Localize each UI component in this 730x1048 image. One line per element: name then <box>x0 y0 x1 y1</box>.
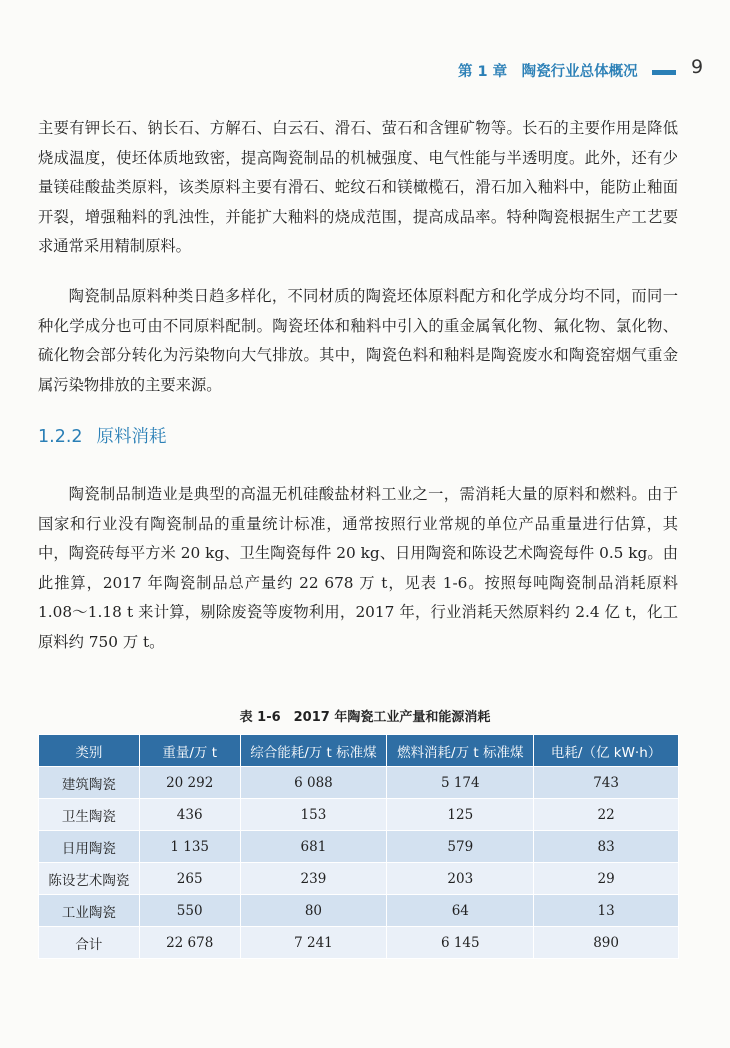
cell-electricity: 13 <box>534 895 679 927</box>
paragraph-1 <box>38 114 678 262</box>
cell-weight: 550 <box>139 895 240 927</box>
cell-total-energy: 239 <box>240 863 387 895</box>
table-caption: 表 1-6 2017 年陶瓷工业产量和能源消耗 <box>239 710 491 725</box>
table-header-row <box>39 735 679 767</box>
cell-category: 建筑陶瓷 <box>39 767 140 799</box>
page-number: 9 <box>691 56 704 78</box>
cell-weight: 265 <box>139 863 240 895</box>
header-fuel: 燃料消耗/万 t 标准煤 <box>387 735 534 767</box>
header-weight: 重量/万 t <box>139 735 240 767</box>
cell-category: 工业陶瓷 <box>39 895 140 927</box>
running-header <box>0 56 730 86</box>
section-title: 原料消耗 <box>96 427 167 447</box>
energy-table <box>38 734 679 959</box>
table-row <box>39 863 679 895</box>
cell-fuel: 125 <box>387 799 534 831</box>
header-electricity: 电耗/（亿 kW·h） <box>534 735 679 767</box>
cell-category: 日用陶瓷 <box>39 831 140 863</box>
cell-total-energy: 7 241 <box>240 927 387 959</box>
header-decoration-bar <box>652 70 676 75</box>
cell-electricity: 29 <box>534 863 679 895</box>
table-row <box>39 767 679 799</box>
cell-fuel: 64 <box>387 895 534 927</box>
cell-electricity: 743 <box>534 767 679 799</box>
cell-electricity: 890 <box>534 927 679 959</box>
cell-weight: 20 292 <box>139 767 240 799</box>
cell-total-energy: 681 <box>240 831 387 863</box>
chapter-title: 第 1 章 陶瓷行业总体概况 <box>458 64 638 80</box>
paragraph-3-text: 陶瓷制品制造业是典型的高温无机硅酸盐材料工业之一，需消耗大量的原料和燃料。由于国家和行业没有陶瓷制品的重量统计标准，通常按照行业常规的单位产品重量进行估算，其中，陶瓷砖每平方米 20 kg、卫生陶瓷每件 20 kg、日用陶瓷和陈设艺术陶瓷每件 0.5 kg。由此推算，2017 年陶瓷制品总产量约 22 678 万 t，见表 1-6。按照每吨陶瓷制品消耗原料 1.08～1.18 t 来计算，剔除废瓷等废物利用，2017 年，行业消耗天然原料约 2.4 亿 t，化工原料约 750 万 t。 <box>38 485 678 651</box>
section-number: 1.2.2 <box>38 427 83 447</box>
table-row <box>39 831 679 863</box>
table-row-total <box>39 927 679 959</box>
header-category: 类别 <box>39 735 140 767</box>
cell-fuel: 6 145 <box>387 927 534 959</box>
cell-total-energy: 6 088 <box>240 767 387 799</box>
cell-fuel: 203 <box>387 863 534 895</box>
header-total-energy: 综合能耗/万 t 标准煤 <box>240 735 387 767</box>
cell-electricity: 22 <box>534 799 679 831</box>
paragraph-3 <box>38 480 678 658</box>
section-heading <box>38 423 167 448</box>
table-row <box>39 895 679 927</box>
paragraph-2-text: 陶瓷制品原料种类日趋多样化，不同材质的陶瓷坯体原料配方和化学成分均不同，而同一种化学成分也可由不同原料配制。陶瓷坯体和釉料中引入的重金属氧化物、氟化物、氯化物、硫化物会部分转化为污染物向大气排放。其中，陶瓷色料和釉料是陶瓷废水和陶瓷窑烟气重金属污染物排放的主要来源。 <box>38 287 678 394</box>
cell-weight: 22 678 <box>139 927 240 959</box>
table-row <box>39 799 679 831</box>
cell-weight: 1 135 <box>139 831 240 863</box>
cell-category: 卫生陶瓷 <box>39 799 140 831</box>
cell-fuel: 5 174 <box>387 767 534 799</box>
cell-electricity: 83 <box>534 831 679 863</box>
cell-category: 合计 <box>39 927 140 959</box>
cell-total-energy: 80 <box>240 895 387 927</box>
cell-weight: 436 <box>139 799 240 831</box>
cell-total-energy: 153 <box>240 799 387 831</box>
paragraph-1-text: 主要有钾长石、钠长石、方解石、白云石、滑石、萤石和含锂矿物等。长石的主要作用是降低烧成温度，使坯体质地致密，提高陶瓷制品的机械强度、电气性能与半透明度。此外，还有少量镁硅酸盐类原料，该类原料主要有滑石、蛇纹石和镁橄榄石，滑石加入釉料中，能防止釉面开裂，增强釉料的乳浊性，并能扩大釉料的烧成范围，提高成品率。特种陶瓷根据生产工艺要求通常采用精制原料。 <box>38 119 678 256</box>
cell-fuel: 579 <box>387 831 534 863</box>
cell-category: 陈设艺术陶瓷 <box>39 863 140 895</box>
paragraph-2 <box>38 282 678 400</box>
